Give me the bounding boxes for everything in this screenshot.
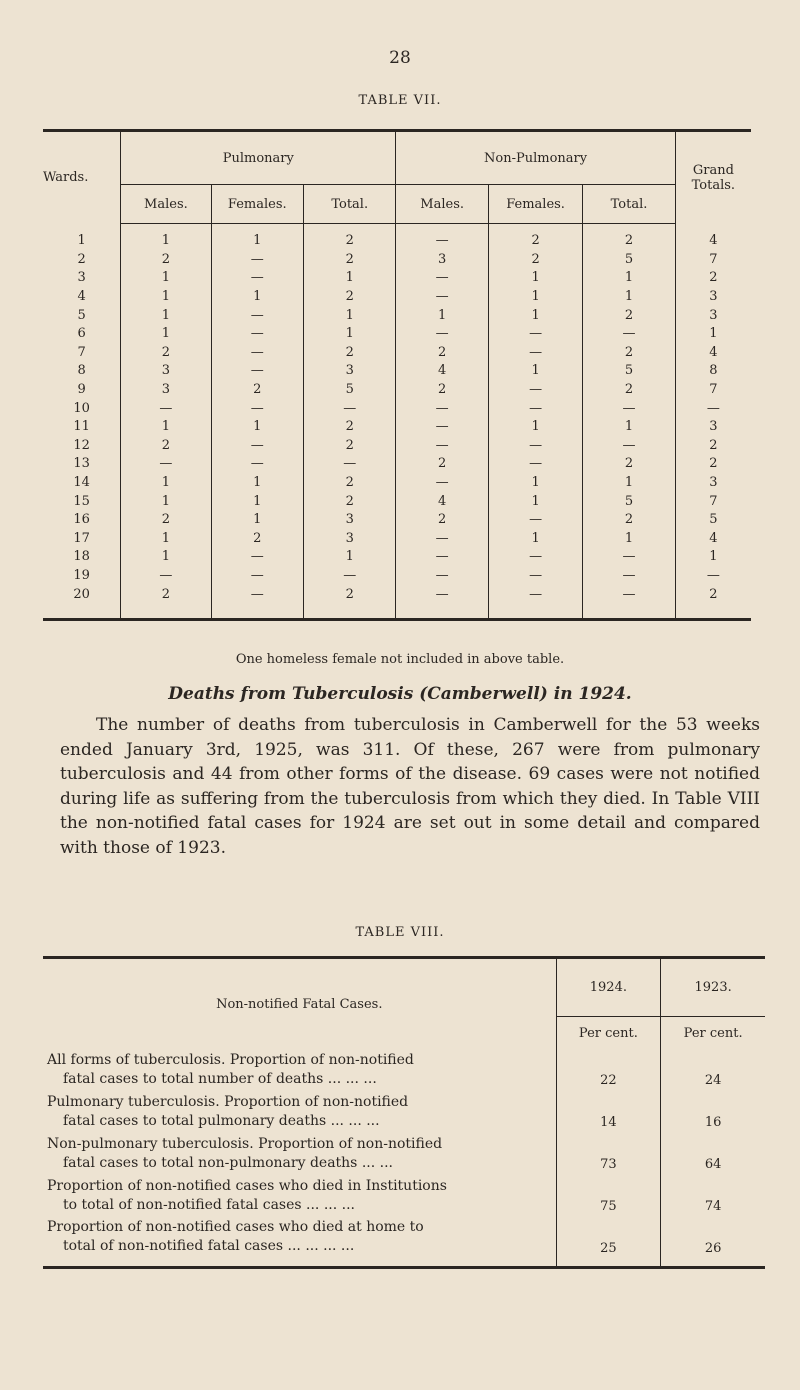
value-cell: — <box>304 455 396 474</box>
value-cell: 4 <box>396 492 488 511</box>
table-row <box>43 492 751 511</box>
value-cell: 3 <box>675 474 751 493</box>
value-cell: — <box>396 269 488 288</box>
value-cell: 2 <box>583 224 675 251</box>
table-row <box>43 548 751 567</box>
percent-cell-1924: 22 <box>556 1049 661 1091</box>
table-vii <box>43 129 751 621</box>
value-cell: 5 <box>675 511 751 530</box>
value-cell: 2 <box>396 455 488 474</box>
value-cell: 2 <box>583 511 675 530</box>
row-description-line: All forms of tuberculosis. Proportion of non-notified <box>47 1052 414 1068</box>
percent-cell-1924: 25 <box>556 1217 661 1268</box>
pulmonary-males-header: Males. <box>121 185 211 224</box>
value-cell: 1 <box>488 492 582 511</box>
year-1923-header: 1923. <box>661 958 765 1017</box>
value-cell: 1 <box>583 530 675 549</box>
value-cell: — <box>396 418 488 437</box>
value-cell: 2 <box>583 306 675 325</box>
page-number: 28 <box>389 48 411 68</box>
value-cell: 1 <box>211 511 303 530</box>
row-description <box>43 1133 556 1175</box>
table-viii-title: TABLE VIII. <box>355 925 445 940</box>
value-cell: 1 <box>583 288 675 307</box>
value-cell: — <box>211 251 303 270</box>
value-cell: — <box>396 437 488 456</box>
value-cell: 1 <box>583 418 675 437</box>
table-row <box>43 325 751 344</box>
value-cell: 4 <box>396 362 488 381</box>
grand-totals-header: Grand Totals. <box>675 131 751 224</box>
value-cell: 1 <box>121 474 211 493</box>
ward-cell: 17 <box>73 530 90 546</box>
ward-cell: 7 <box>77 344 86 360</box>
value-cell: — <box>396 399 488 418</box>
value-cell: 1 <box>583 269 675 288</box>
ward-cell: 20 <box>73 586 90 602</box>
value-cell: — <box>583 325 675 344</box>
value-cell: 2 <box>583 455 675 474</box>
table-row <box>43 269 751 288</box>
row-description <box>43 1217 556 1268</box>
percent-cell-1923: 74 <box>661 1175 765 1217</box>
value-cell: 8 <box>675 362 751 381</box>
value-cell: — <box>583 585 675 619</box>
value-cell: 1 <box>675 548 751 567</box>
non-pulmonary-females-header: Females. <box>488 185 582 224</box>
value-cell: 1 <box>211 224 303 251</box>
ward-cell: 14 <box>73 475 90 491</box>
value-cell: 2 <box>488 251 582 270</box>
ward-cell: 10 <box>73 400 90 416</box>
value-cell: 3 <box>675 288 751 307</box>
table-row <box>43 1217 765 1268</box>
value-cell: 1 <box>211 288 303 307</box>
value-cell: 1 <box>583 474 675 493</box>
value-cell: 5 <box>583 251 675 270</box>
value-cell: 1 <box>675 325 751 344</box>
value-cell: — <box>121 399 211 418</box>
row-description-line: total of non-notified fatal cases ... ... ... ... <box>63 1237 355 1254</box>
value-cell: — <box>211 437 303 456</box>
value-cell: 1 <box>488 362 582 381</box>
value-cell: 7 <box>675 492 751 511</box>
value-cell: 1 <box>121 418 211 437</box>
table-row <box>43 437 751 456</box>
value-cell: 2 <box>675 455 751 474</box>
row-description <box>43 1049 556 1091</box>
value-cell: — <box>396 585 488 619</box>
wards-header: Wards. <box>43 170 89 186</box>
value-cell: — <box>488 567 582 586</box>
value-cell: 2 <box>488 224 582 251</box>
value-cell: 2 <box>304 585 396 619</box>
value-cell: 2 <box>304 288 396 307</box>
value-cell: — <box>488 455 582 474</box>
value-cell: 2 <box>583 344 675 363</box>
value-cell: 3 <box>121 362 211 381</box>
value-cell: 1 <box>304 306 396 325</box>
value-cell: 4 <box>675 224 751 251</box>
row-description <box>43 1175 556 1217</box>
table-row <box>43 1133 765 1175</box>
ward-cell: 19 <box>73 567 90 583</box>
value-cell: 2 <box>304 224 396 251</box>
table-vii-note: One homeless female not included in above table. <box>235 652 565 667</box>
value-cell: 2 <box>121 585 211 619</box>
value-cell: — <box>396 548 488 567</box>
value-cell: 2 <box>211 381 303 400</box>
value-cell: 1 <box>304 269 396 288</box>
value-cell: — <box>396 530 488 549</box>
value-cell: 1 <box>121 224 211 251</box>
value-cell: 2 <box>396 344 488 363</box>
ward-cell: 3 <box>77 270 86 286</box>
percent-cell-1924: 14 <box>556 1091 661 1133</box>
value-cell: 3 <box>304 530 396 549</box>
value-cell: — <box>583 437 675 456</box>
value-cell: 3 <box>304 511 396 530</box>
ward-cell: 16 <box>73 512 90 528</box>
value-cell: 2 <box>304 251 396 270</box>
pulmonary-total-header: Total. <box>304 185 396 224</box>
value-cell: 1 <box>211 492 303 511</box>
non-pulmonary-header: Non-Pulmonary <box>396 131 675 185</box>
value-cell: 2 <box>304 437 396 456</box>
table-row <box>43 362 751 381</box>
value-cell: — <box>488 548 582 567</box>
value-cell: — <box>121 455 211 474</box>
value-cell: — <box>211 325 303 344</box>
value-cell: — <box>211 362 303 381</box>
value-cell: 2 <box>121 344 211 363</box>
value-cell: 2 <box>121 511 211 530</box>
value-cell: 5 <box>304 381 396 400</box>
ward-cell: 11 <box>73 419 90 435</box>
value-cell: 1 <box>488 530 582 549</box>
value-cell: 3 <box>121 381 211 400</box>
value-cell: — <box>211 567 303 586</box>
value-cell: 1 <box>304 325 396 344</box>
value-cell: — <box>396 325 488 344</box>
value-cell: — <box>675 567 751 586</box>
value-cell: — <box>396 224 488 251</box>
value-cell: — <box>488 399 582 418</box>
percent-cell-1923: 64 <box>661 1133 765 1175</box>
value-cell: 1 <box>211 418 303 437</box>
pulmonary-header: Pulmonary <box>121 131 396 185</box>
value-cell: — <box>211 585 303 619</box>
ward-cell: 15 <box>73 493 90 509</box>
row-description-line: fatal cases to total pulmonary deaths ... ... ... <box>63 1113 380 1129</box>
percent-cell-1923: 24 <box>661 1049 765 1091</box>
unit-1923: Per cent. <box>661 1017 765 1050</box>
value-cell: 2 <box>304 418 396 437</box>
ward-cell: 1 <box>77 233 86 249</box>
table-row <box>43 344 751 363</box>
value-cell: — <box>583 399 675 418</box>
year-1924-header: 1924. <box>556 958 661 1017</box>
table-vii-title: TABLE VII. <box>358 93 442 108</box>
row-description-line: to total of non-notified fatal cases ... ... ... <box>63 1197 355 1213</box>
row-description <box>43 1091 556 1133</box>
value-cell: — <box>488 437 582 456</box>
ward-cell: 5 <box>77 307 86 323</box>
percent-cell-1923: 26 <box>661 1217 765 1268</box>
value-cell: 1 <box>121 492 211 511</box>
table-row <box>43 418 751 437</box>
table-row <box>43 1175 765 1217</box>
body-paragraph: The number of deaths from tuberculosis in Camberwell for the 53 weeks ended January 3rd, 1925, was 311. Of these, 267 were from pulmonary tuberculosis and 44 from other forms of the disease. 69 cases were not notified during life as suffering from the tuberculosis from which they died. In Table VIII the non-notified fatal cases for 1924 are set out in some detail and compared with those of 1923. <box>60 715 760 858</box>
value-cell: — <box>211 306 303 325</box>
value-cell: 1 <box>121 288 211 307</box>
value-cell: — <box>304 567 396 586</box>
table-row <box>43 224 751 251</box>
row-description-line: Pulmonary tuberculosis. Proportion of non-notified <box>47 1094 409 1110</box>
table-row <box>43 455 751 474</box>
table-row <box>43 1091 765 1133</box>
value-cell: 5 <box>583 492 675 511</box>
value-cell: 2 <box>396 381 488 400</box>
value-cell: 3 <box>675 418 751 437</box>
table-row <box>43 474 751 493</box>
ward-cell: 8 <box>77 363 86 379</box>
value-cell: 7 <box>675 381 751 400</box>
value-cell: — <box>583 567 675 586</box>
unit-1924: Per cent. <box>556 1017 661 1050</box>
value-cell: 2 <box>121 437 211 456</box>
non-pulmonary-males-header: Males. <box>396 185 488 224</box>
value-cell: 7 <box>675 251 751 270</box>
table-viii <box>43 956 765 1269</box>
value-cell: — <box>211 269 303 288</box>
value-cell: 3 <box>675 306 751 325</box>
value-cell: — <box>583 548 675 567</box>
ward-cell: 6 <box>77 326 86 342</box>
value-cell: — <box>304 399 396 418</box>
non-pulmonary-total-header: Total. <box>583 185 675 224</box>
table-row <box>43 1049 765 1091</box>
row-description-line: fatal cases to total non-pulmonary deaths ... ... <box>63 1155 393 1171</box>
value-cell: 2 <box>304 344 396 363</box>
value-cell: — <box>121 567 211 586</box>
value-cell: 1 <box>396 306 488 325</box>
ward-cell: 12 <box>73 437 90 453</box>
value-cell: 2 <box>396 511 488 530</box>
ward-cell: 2 <box>77 251 86 267</box>
value-cell: — <box>488 511 582 530</box>
value-cell: 1 <box>488 306 582 325</box>
value-cell: — <box>488 381 582 400</box>
ward-cell: 4 <box>77 289 86 305</box>
non-notified-header: Non-notified Fatal Cases. <box>216 996 383 1012</box>
value-cell: 1 <box>211 474 303 493</box>
row-description-line: Non-pulmonary tuberculosis. Proportion of non-notified <box>47 1136 443 1152</box>
value-cell: 1 <box>488 418 582 437</box>
value-cell: 2 <box>304 474 396 493</box>
value-cell: 2 <box>304 492 396 511</box>
value-cell: 4 <box>675 344 751 363</box>
value-cell: — <box>211 344 303 363</box>
ward-cell: 18 <box>73 549 90 565</box>
row-description-line: Proportion of non-notified cases who died in Institutions <box>47 1178 447 1194</box>
ward-cell: 13 <box>73 456 90 472</box>
value-cell: 2 <box>583 381 675 400</box>
value-cell: 1 <box>304 548 396 567</box>
value-cell: — <box>211 399 303 418</box>
row-description-line: fatal cases to total number of deaths ... ... ... <box>63 1071 377 1087</box>
value-cell: 2 <box>675 269 751 288</box>
table-row <box>43 251 751 270</box>
percent-cell-1924: 73 <box>556 1133 661 1175</box>
value-cell: — <box>396 288 488 307</box>
section-heading: Deaths from Tuberculosis (Camberwell) in 1924. <box>168 684 632 704</box>
value-cell: 2 <box>121 251 211 270</box>
value-cell: — <box>488 325 582 344</box>
table-row <box>43 567 751 586</box>
value-cell: 4 <box>675 530 751 549</box>
value-cell: 5 <box>583 362 675 381</box>
value-cell: 2 <box>675 585 751 619</box>
value-cell: 1 <box>488 269 582 288</box>
value-cell: 1 <box>121 548 211 567</box>
table-row <box>43 585 751 619</box>
value-cell: — <box>211 548 303 567</box>
value-cell: — <box>396 474 488 493</box>
table-row <box>43 288 751 307</box>
value-cell: — <box>396 567 488 586</box>
value-cell: 3 <box>304 362 396 381</box>
value-cell: 1 <box>121 530 211 549</box>
ward-cell: 9 <box>77 382 86 398</box>
table-row <box>43 306 751 325</box>
table-row <box>43 530 751 549</box>
value-cell: 1 <box>488 474 582 493</box>
value-cell: 3 <box>396 251 488 270</box>
value-cell: 2 <box>211 530 303 549</box>
row-description-line: Proportion of non-notified cases who died at home to <box>47 1218 424 1235</box>
value-cell: 1 <box>121 306 211 325</box>
value-cell: 1 <box>488 288 582 307</box>
table-row <box>43 381 751 400</box>
pulmonary-females-header: Females. <box>211 185 303 224</box>
value-cell: 1 <box>121 325 211 344</box>
value-cell: — <box>488 344 582 363</box>
value-cell: — <box>675 399 751 418</box>
table-row <box>43 511 751 530</box>
value-cell: — <box>211 455 303 474</box>
percent-cell-1924: 75 <box>556 1175 661 1217</box>
value-cell: 2 <box>675 437 751 456</box>
table-row <box>43 399 751 418</box>
value-cell: 1 <box>121 269 211 288</box>
percent-cell-1923: 16 <box>661 1091 765 1133</box>
value-cell: — <box>488 585 582 619</box>
